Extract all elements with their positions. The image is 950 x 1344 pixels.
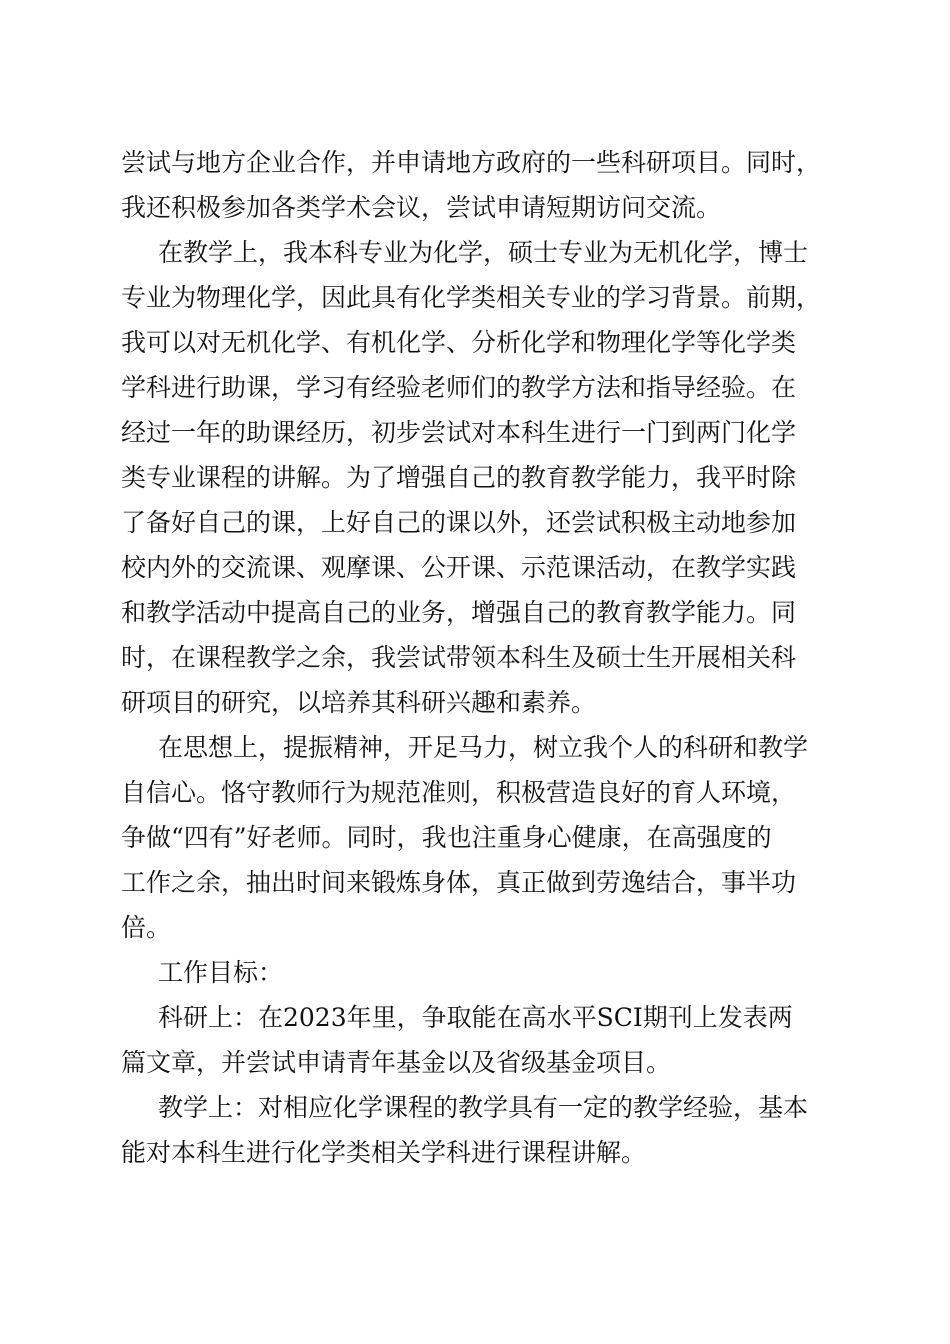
- paragraph-start-line: 在思想上，提振精神，开足马力，树立我个人的科研和教学: [158, 733, 809, 762]
- text-line: 经过一年的助课经历，初步尝试对本科生进行一门到两门化学: [121, 418, 797, 447]
- paragraph-start-line: 在教学上，我本科专业为化学，硕士专业为无机化学，博士: [158, 238, 809, 267]
- text-line: 工作之余，抽出时间来锻炼身体，真正做到劳逸结合，事半功: [121, 868, 797, 897]
- section-heading: 工作目标：: [158, 958, 284, 987]
- text-line: 和教学活动中提高自己的业务，增强自己的教育教学能力。同: [121, 598, 797, 627]
- text-line: 自信心。恪守教师行为规范准则，积极营造良好的育人环境，: [121, 778, 797, 807]
- text-line: 研项目的研究，以培养其科研兴趣和素养。: [121, 688, 597, 717]
- text-line: 倍。: [121, 913, 172, 942]
- text-line: 类专业课程的讲解。为了增强自己的教育教学能力，我平时除: [121, 463, 797, 492]
- text-line: 我还积极参加各类学术会议，尝试申请短期访问交流。: [121, 193, 722, 222]
- text-line: 学科进行助课，学习有经验老师们的教学方法和指导经验。在: [121, 373, 797, 402]
- text-line: 能对本科生进行化学类相关学科进行课程讲解。: [121, 1138, 647, 1167]
- paragraph-start-line: 科研上：在2023年里，争取能在高水平SCI期刊上发表两: [158, 1003, 793, 1032]
- text-line: 时，在课程教学之余，我尝试带领本科生及硕士生开展相关科: [121, 643, 797, 672]
- paragraph-start-line: 教学上：对相应化学课程的教学具有一定的教学经验，基本: [158, 1093, 809, 1122]
- text-line: 专业为物理化学，因此具有化学类相关专业的学习背景。前期，: [121, 283, 822, 312]
- text-line: 尝试与地方企业合作，并申请地方政府的一些科研项目。同时，: [121, 148, 822, 177]
- text-line: 了备好自己的课，上好自己的课以外，还尝试积极主动地参加: [121, 508, 797, 537]
- text-line: 校内外的交流课、观摩课、公开课、示范课活动，在教学实践: [121, 553, 797, 582]
- text-line: 争做“四有”好老师。同时，我也注重身心健康，在高强度的: [121, 823, 772, 852]
- text-line: 我可以对无机化学、有机化学、分析化学和物理化学等化学类: [121, 328, 797, 357]
- text-line: 篇文章，并尝试申请青年基金以及省级基金项目。: [121, 1048, 672, 1077]
